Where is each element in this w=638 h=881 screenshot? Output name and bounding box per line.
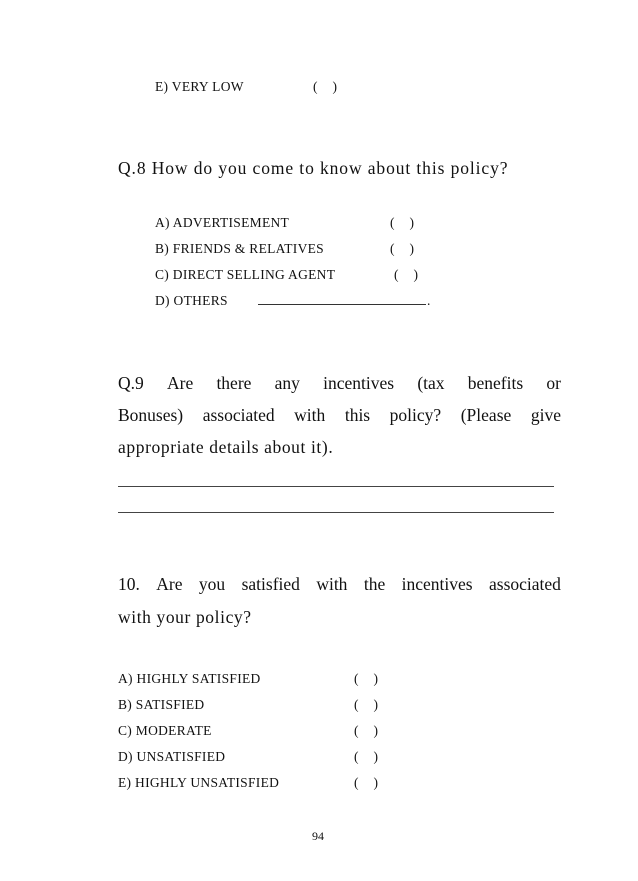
answer-blank[interactable] <box>258 294 426 305</box>
answer-line-2[interactable] <box>118 512 554 513</box>
word: you <box>198 574 226 594</box>
word: policy? <box>389 405 442 425</box>
word: (Please <box>460 405 512 425</box>
word: Are <box>156 574 183 594</box>
word: or <box>546 373 561 393</box>
word: with <box>294 405 326 425</box>
q10-option-a: A) HIGHLY SATISFIED <box>118 671 261 686</box>
word: associated <box>202 405 275 425</box>
q10-option-e: E) HIGHLY UNSATISFIED <box>118 775 280 790</box>
word: (tax <box>417 373 445 393</box>
q10-option-d-checkbox[interactable]: ( ) <box>354 749 379 764</box>
word: associated <box>489 574 561 594</box>
word: give <box>530 405 561 425</box>
question-8: Q.8 How do you come to know about this policy? <box>118 158 509 178</box>
answer-line-1[interactable] <box>118 486 554 487</box>
q8-option-c: C) DIRECT SELLING AGENT <box>155 267 336 282</box>
word: incentives <box>401 574 473 594</box>
q10-option-d: D) UNSATISFIED <box>118 749 226 764</box>
word: there <box>216 373 252 393</box>
word: the <box>363 574 386 594</box>
option-checkbox[interactable]: ( ) <box>313 79 338 94</box>
q8-option-a: A) ADVERTISEMENT <box>155 215 290 230</box>
question-9-line-2 <box>118 405 561 426</box>
word: incentives <box>323 373 395 393</box>
q8-other-answer-line[interactable] <box>258 293 431 309</box>
q8-option-b-checkbox[interactable]: ( ) <box>390 241 415 256</box>
option-label: E) VERY LOW <box>155 79 244 94</box>
word: benefits <box>467 373 524 393</box>
word: Bonuses) <box>118 405 184 425</box>
word: this <box>344 405 371 425</box>
question-9-line-3: appropriate details about it). <box>118 437 334 457</box>
q8-option-b: B) FRIENDS & RELATIVES <box>155 241 324 256</box>
word: with <box>316 574 348 594</box>
q8-option-a-checkbox[interactable]: ( ) <box>390 215 415 230</box>
page-number: 94 <box>312 829 324 843</box>
question-10-line-2: with your policy? <box>118 607 252 627</box>
word: Q.9 <box>118 373 144 393</box>
q10-option-b-checkbox[interactable]: ( ) <box>354 697 379 712</box>
word: satisfied <box>241 574 300 594</box>
q8-option-c-checkbox[interactable]: ( ) <box>394 267 419 282</box>
q10-option-c: C) MODERATE <box>118 723 212 738</box>
q8-option-d: D) OTHERS <box>155 293 228 308</box>
question-9-line-1 <box>118 373 561 394</box>
word: 10. <box>118 574 140 594</box>
option-very-low <box>155 79 244 95</box>
answer-blank-period: . <box>427 293 431 308</box>
q10-option-c-checkbox[interactable]: ( ) <box>354 723 379 738</box>
q10-option-b: B) SATISFIED <box>118 697 205 712</box>
word: any <box>274 373 300 393</box>
question-10-line-1 <box>118 574 561 595</box>
word: Are <box>166 373 194 393</box>
q10-option-e-checkbox[interactable]: ( ) <box>354 775 379 790</box>
q10-option-a-checkbox[interactable]: ( ) <box>354 671 379 686</box>
